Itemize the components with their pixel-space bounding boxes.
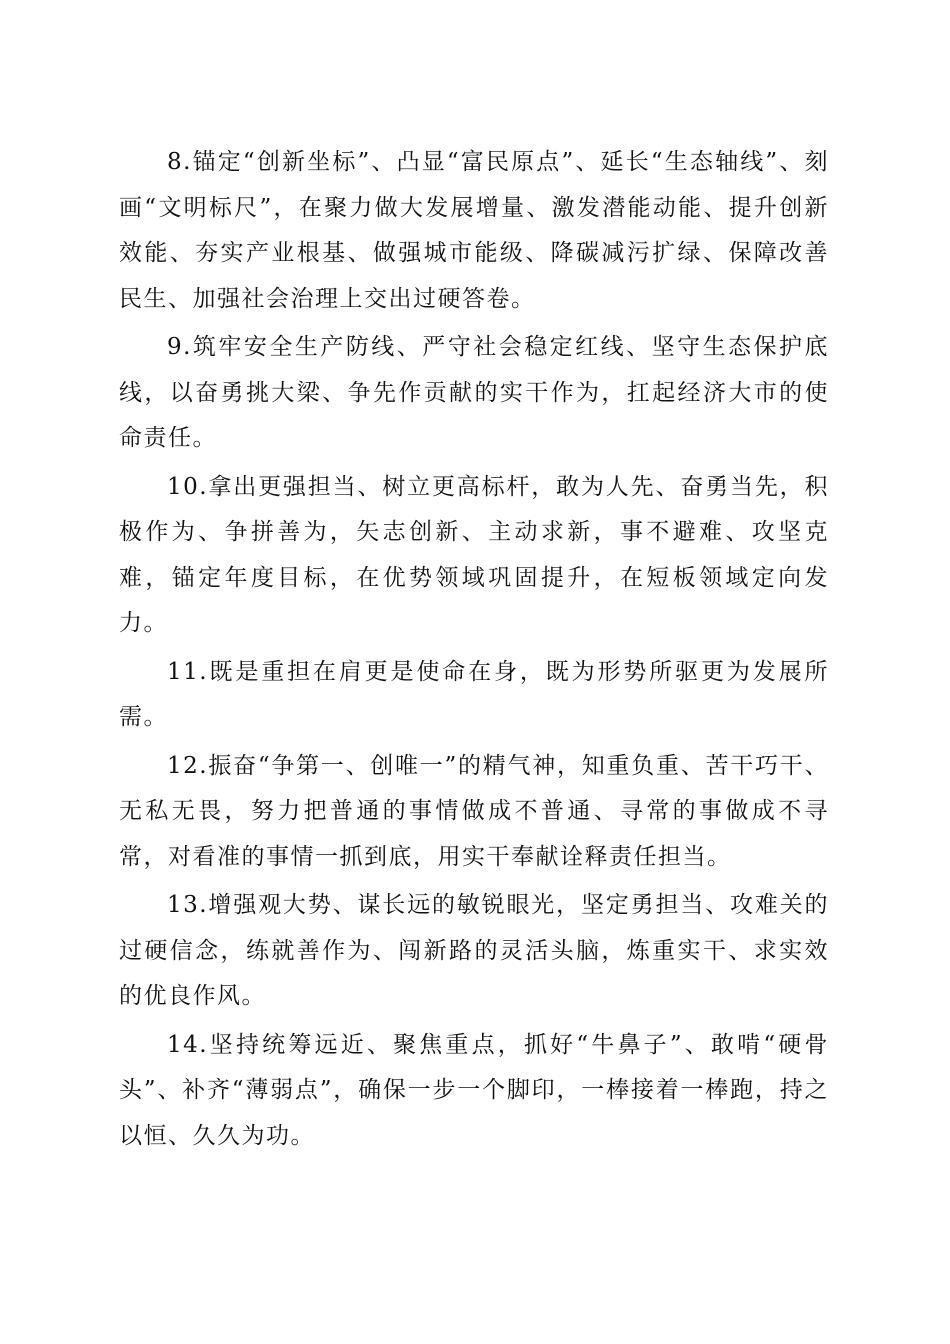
document-body [119, 140, 829, 1162]
paragraph-10: 10.拿出更强担当、树立更高标杆，敢为人先、奋勇当先，积极作为、争拼善为，矢志创新、主动求新，事不避难、攻坚克难，锚定年度目标，在优势领域巩固提升，在短板领域定向发力。 [119, 473, 829, 636]
paragraph-8: 8.锚定“创新坐标”、凸显“富民原点”、延长“生态轴线”、刻画“文明标尺”，在聚力做大发展增量、激发潜能动能、提升创新效能、夯实产业根基、做强城市能级、降碳减污扩绿、保障改善民生、加强社会治理上交出过硬答卷。 [119, 149, 829, 312]
paragraph-11: 11.既是重担在肩更是使命在身，既为形势所驱更为发展所需。 [119, 658, 829, 730]
paragraph-14: 14.坚持统筹远近、聚焦重点，抓好“牛鼻子”、敢啃“硬骨头”、补齐“薄弱点”，确保一步一个脚印，一棒接着一棒跑，持之以恒、久久为功。 [119, 1031, 829, 1149]
paragraph-12: 12.振奋“争第一、创唯一”的精气神，知重负重、苦干巧干、无私无畏，努力把普通的事情做成不普通、寻常的事做成不寻常，对看准的事情一抓到底，用实干奉献诠释责任担当。 [119, 752, 829, 870]
paragraph-9: 9.筑牢安全生产防线、严守社会稳定红线、坚守生态保护底线，以奋勇挑大梁、争先作贡献的实干作为，扛起经济大市的使命责任。 [119, 334, 829, 451]
paragraph-13: 13.增强观大势、谋长远的敏锐眼光，坚定勇担当、攻难关的过硬信念，练就善作为、闯新路的灵活头脑，炼重实干、求实效的优良作风。 [119, 892, 829, 1009]
